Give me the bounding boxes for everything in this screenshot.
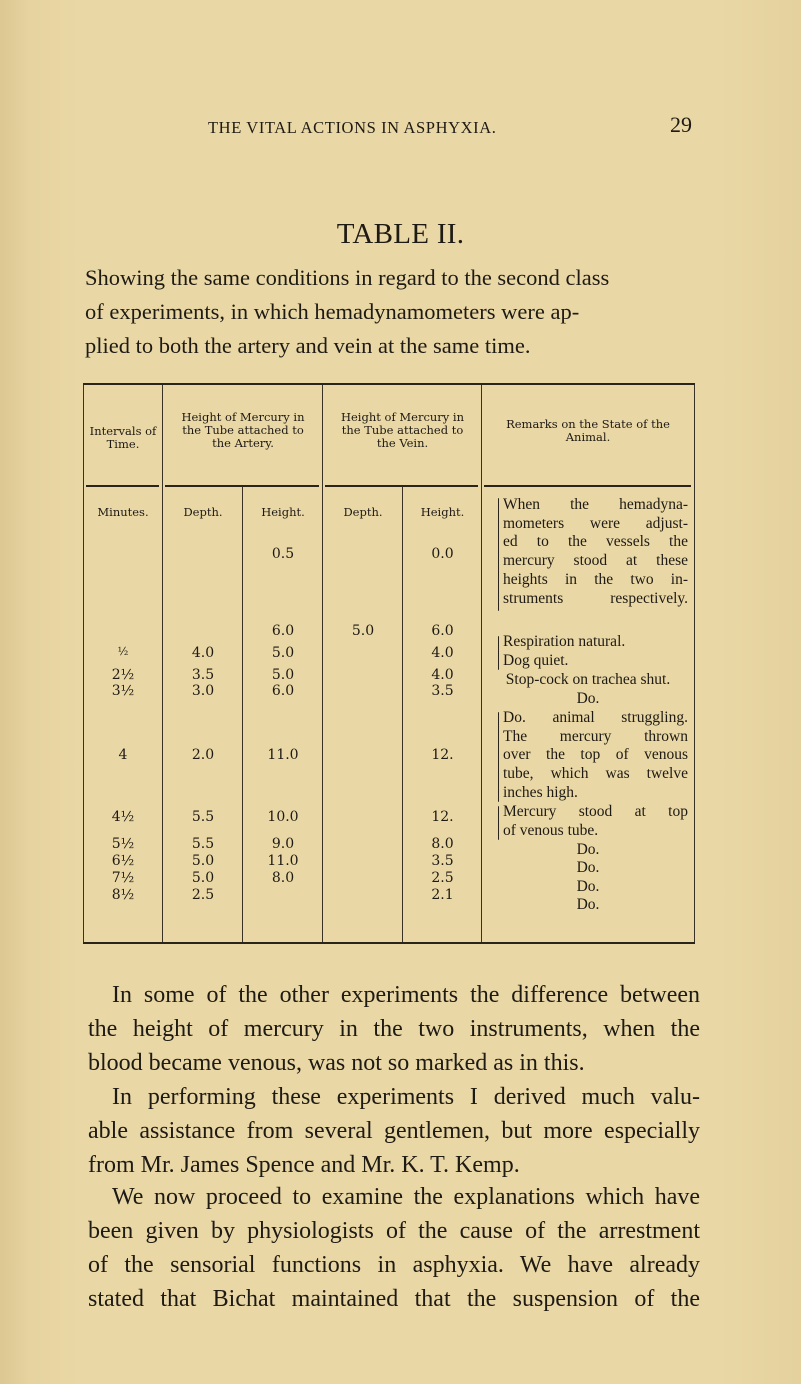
text-line: stated that Bichat maintained that the suspension of the [88, 1286, 700, 1312]
cell-vein-height: 3.5 [431, 853, 454, 869]
text-line: the height of mercury in the two instruments, when the [88, 1016, 700, 1042]
remark-line: Dog quiet. [503, 651, 569, 669]
header-line: Remarks on the State of the [506, 417, 670, 431]
cell-artery-height: 6.0 [271, 683, 295, 699]
header-rule [325, 485, 478, 487]
cell-minutes: 2½ [111, 667, 135, 683]
cell-artery-height: 8.0 [271, 870, 295, 886]
header-line: the Artery. [212, 436, 274, 450]
cell-artery-depth: 2.5 [191, 887, 215, 903]
header-line: the Tube attached to [341, 423, 464, 437]
cell-minutes: ½ [117, 645, 129, 658]
cell-vein-height: 12. [431, 809, 454, 825]
text-line: We now proceed to examine the explanations which have [112, 1184, 700, 1210]
brace-icon [498, 806, 499, 840]
paragraph [88, 978, 700, 1080]
header-rule [86, 485, 159, 487]
text-line: of the sensorial functions in asphyxia. We have already [88, 1252, 700, 1278]
subheader-artery-depth: Depth. [183, 505, 223, 519]
header-line: Height of Mercury in [340, 410, 465, 424]
cell-vein-height: 2.1 [431, 887, 454, 903]
cell-artery-height: 10.0 [267, 809, 299, 825]
cell-artery-height: 6.0 [271, 623, 295, 639]
remark-half-minute [503, 633, 688, 670]
remark-line: ed to the vessels the [503, 533, 688, 551]
remark-three-half: Do. [576, 690, 600, 707]
cell-artery-height: 11.0 [267, 853, 299, 869]
remark-line: The mercury thrown [503, 727, 688, 745]
text-line: blood became venous, was not so marked as in this. [88, 1050, 585, 1076]
header-line: Intervals of [89, 424, 157, 438]
cell-minutes: 8½ [111, 887, 135, 903]
header-rule [484, 485, 691, 487]
cell-artery-height: 5.0 [271, 667, 295, 683]
cell-artery-depth: 5.0 [191, 870, 215, 886]
cell-artery-depth: 2.0 [191, 747, 215, 763]
cell-artery-height: 9.0 [271, 836, 295, 852]
cell-artery-height: 0.5 [271, 546, 295, 562]
header-line: Time. [106, 437, 140, 451]
header-artery [163, 411, 323, 450]
cell-artery-depth: 3.5 [191, 667, 215, 683]
cell-artery-height: 5.0 [271, 645, 295, 661]
text-line: In some of the other experiments the difference between [112, 982, 700, 1008]
remark-six-half: Do. [576, 859, 600, 876]
remark-line: heights in the two in- [503, 570, 688, 588]
header-vein [323, 411, 482, 450]
remark-line: Do. animal struggling. [503, 709, 688, 726]
subheader-vein-height: Height. [420, 505, 465, 519]
cell-artery-depth: 4.0 [191, 645, 215, 661]
remark-line: When the hemadyna- [503, 496, 688, 513]
text-line: been given by physiologists of the cause of the arrestment [88, 1218, 700, 1244]
remark-line: Mercury stood at top [503, 803, 688, 820]
text-line: In performing these experiments I derived much valu- [112, 1084, 700, 1110]
cell-artery-depth: 5.0 [191, 853, 215, 869]
remark-two-half: Stop-cock on trachea shut. [505, 671, 671, 688]
remark-four [503, 709, 688, 803]
subheader-minutes: Minutes. [97, 505, 149, 519]
paragraph [88, 1080, 700, 1182]
table-border-right [694, 385, 695, 942]
cell-artery-depth: 3.0 [191, 683, 215, 699]
header-intervals [83, 425, 163, 451]
remark-seven-half: Do. [576, 878, 600, 895]
header-remarks [482, 418, 694, 444]
cell-minutes: 4½ [111, 809, 135, 825]
brace-icon [498, 498, 499, 611]
table-title: TABLE II. [336, 218, 465, 250]
page-number: 29 [670, 112, 692, 137]
remark-line: Respiration natural. [503, 633, 626, 650]
table-caption [85, 261, 700, 363]
cell-vein-height: 0.0 [431, 546, 454, 562]
cell-vein-height: 8.0 [431, 836, 454, 852]
remark-line: mercury stood at these [503, 552, 688, 570]
running-head: THE VITAL ACTIONS IN ASPHYXIA. [208, 118, 497, 137]
caption-line: of experiments, in which hemadynamometers were ap- [85, 299, 580, 324]
header-line: Animal. [565, 430, 611, 444]
header-rule [165, 485, 319, 487]
cell-vein-height: 4.0 [431, 667, 454, 683]
remark-initial [503, 496, 688, 608]
cell-minutes: 7½ [111, 870, 135, 886]
cell-artery-height: 11.0 [267, 747, 299, 763]
remark-four-half [503, 803, 688, 840]
paragraph [88, 1180, 700, 1316]
remark-line: over the top of venous [503, 746, 688, 764]
remark-five-half: Do. [576, 841, 600, 858]
cell-artery-depth: 5.5 [191, 809, 215, 825]
header-line: Height of Mercury in [181, 410, 305, 424]
brace-icon [498, 636, 499, 670]
remark-line: mometers were adjust- [503, 514, 688, 532]
cell-vein-height: 3.5 [431, 683, 454, 699]
subheader-vein-depth: Depth. [343, 505, 383, 519]
remark-eight-half: Do. [576, 896, 600, 913]
cell-artery-depth: 5.5 [191, 836, 215, 852]
brace-icon [498, 712, 499, 802]
text-line: able assistance from several gentlemen, but more especially [88, 1118, 700, 1144]
cell-vein-height: 6.0 [431, 623, 454, 639]
caption-line: plied to both the artery and vein at the same time. [85, 333, 531, 358]
cell-vein-depth: 5.0 [351, 623, 375, 639]
header-line: the Vein. [376, 436, 429, 450]
data-table [83, 383, 695, 944]
remark-line: inches high. [503, 783, 578, 801]
cell-minutes: 3½ [111, 683, 135, 699]
remark-line: of venous tube. [503, 821, 599, 839]
subheader-artery-height: Height. [261, 505, 305, 519]
cell-vein-height: 12. [431, 747, 454, 763]
cell-vein-height: 4.0 [431, 645, 454, 661]
cell-vein-height: 2.5 [431, 870, 454, 886]
cell-minutes: 6½ [111, 853, 135, 869]
caption-line: Showing the same conditions in regard to the second class [85, 265, 610, 290]
cell-minutes: 4 [118, 747, 128, 763]
text-line: from Mr. James Spence and Mr. K. T. Kemp. [88, 1152, 520, 1178]
cell-minutes: 5½ [111, 836, 135, 852]
header-line: the Tube attached to [182, 423, 304, 437]
remark-line: struments respectively. [503, 589, 688, 607]
remark-line: tube, which was twelve [503, 765, 688, 783]
